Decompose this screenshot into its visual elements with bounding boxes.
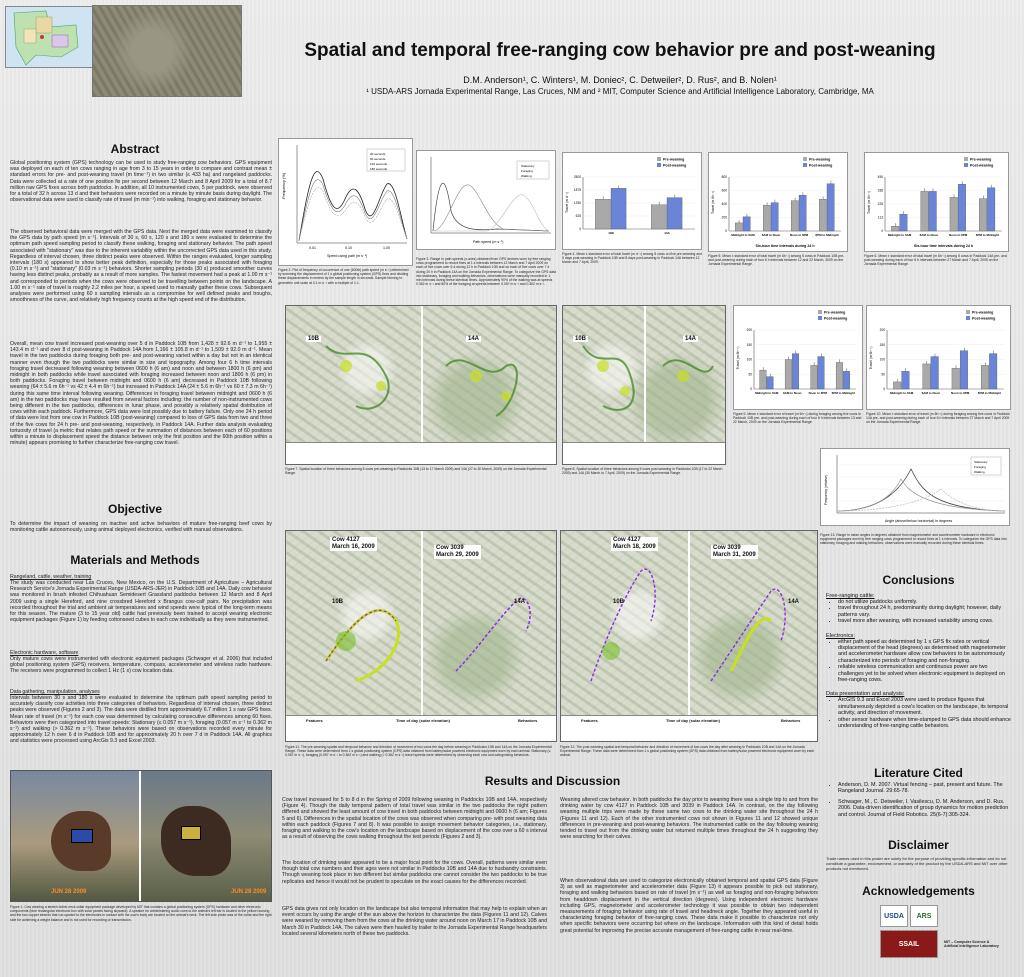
y-tick-label: 0	[750, 387, 752, 392]
bar	[611, 188, 626, 229]
bar	[792, 354, 799, 389]
legend-label: Pre-weaning	[824, 310, 846, 315]
fig3-legend-1: Foraging	[521, 169, 533, 173]
figure7-caption: Figure 7. Spatial location of three behaviors among 5 cows pre-weaning in Paddocks 10B (13 to 17 March 2009) and 14A (27 to 30 March, 2009) on the Jornada Experimental Range.	[285, 467, 547, 476]
fig13-legend-2: Walking	[974, 470, 985, 474]
category-label: Noon to 6PM	[948, 233, 968, 237]
fig2-legend-1: 60 seconds	[370, 157, 386, 161]
methods-sub2: Electronic hardware, software	[10, 650, 79, 656]
y-tick-label: 400	[721, 202, 727, 207]
category-label: 6AM to Noon	[761, 233, 781, 237]
methods-p1: The study was conducted near Las Cruces, New Mexico, on the U.S. Department of Agriculture – Agricultural Research Service's Jornada Experimental Range (USDA-ARS-JER) in Paddock 10B and 14A. Daily cow behavior was monitored in brush infested Chihuahuan Semidesert Grassland paddocks between 12 March and 8 April 2009 using a single Hereford, and nine crossbred Hereford x Brangus cow-calf pairs. No precipitation was recorded throughout the trial and ambient air temperatures and wind speeds were typical of the long-term means for this season. The mature (3 to 15 year old) cattle had previously been trained to accept wearing electronic equipment packages (Figure 1) by feeding cottonseed cubes to each cow individually as they were instrumented.	[10, 580, 272, 624]
y-tick-label: 0	[883, 387, 885, 392]
category-label: 6PM to Midnight	[975, 233, 999, 237]
fig3-xlabel: Path speed (m s⁻¹)	[473, 240, 504, 244]
bar	[960, 351, 968, 389]
legend-swatch	[966, 316, 970, 320]
legend-label: Post-weaning	[970, 163, 994, 168]
bar	[743, 217, 750, 231]
y-tick-label: 113	[877, 215, 883, 220]
legend-label: Post-weaning	[663, 163, 687, 168]
y-axis-label: Travel (m 6h⁻¹)	[736, 346, 740, 370]
bar	[979, 199, 987, 231]
bar	[818, 357, 825, 389]
abstract-p2: The observed behavioral data were merged with the GPS data. Next the merged data were examined to classify the GPS data by path speed (m s⁻¹). Intervals of 30 s, 60 s, 120 s and 180 s were evaluated to determine the optimum path speed sampling period to classify these walking, foraging and stationary behavior. The path speed associated with "stationary" was due to the inherent variability within the uncorrected GPS data used in this study. Regardless of interval chosen, three distinct peaks were observed. Within the ranges evaluated, longer sampling intervals (180 s) appeared to show better peak definition, especially for those peaks associated with foraging (0.10 m s⁻¹) and "stationary" (0.03 m s⁻¹) behaviors. Shorter sampling periods (30 s) produced smoother curves having less distinct peaks, probably as a result of more samples. The fastest movement had a peak at 1.00 m s⁻¹ and corresponded to periods when the cows were observed to be travelling between points on the landscape. A 1.00 m s⁻¹ rate of travel is roughly 2.2 miles per hour, a speed used to manually gather these cows. Subsequent analyses were performed using 60 s sampling intervals as a compromise for well defined peaks and troughs, smoothness of the curve, and relatively high frequency counts at the high speed end of the distribution.	[10, 229, 272, 304]
figure9-caption: Figure 9. Mean ± standard error of travel (m 6h⁻¹) during foraging among five cows in Paddock 10B pre- and post-weaning during each of four 6 h intervals between 13 and 22 March, 2009 on the Jornada Experimental Range.	[733, 412, 862, 425]
fig11-label-10b: 10B	[332, 599, 344, 605]
fig12-legend-behaviors: Behaviors	[781, 718, 801, 723]
figure10-caption: Figure 10. Mean ± standard error of travel (m 6h⁻¹) during foraging among five cows in Paddock 14A pre- and post-weaning during each of four 6 h intervals between 27 March and 7 April 2009 on the Jornada Experimental Range.	[866, 412, 1010, 425]
figure5-caption: Figure 5. Mean ± standard error of total travel (m 6h⁻¹) among 5 cows in Paddock 10B pre- and post-weaning during each of four 6 h intervals between 12 and 22 March, 2009 on the Jornada Experimental Range.	[708, 254, 845, 267]
bar	[771, 203, 778, 231]
abstract-heading: Abstract	[110, 142, 160, 156]
figure4-chart	[562, 152, 702, 250]
conclusions-el-item: • either path speed as determined by 1 s GPS fix rates or vertical displacement of the head (degrees) as determined with magnetometer and accelerometer hardware allow cow behaviors to be autonomously characterized into periods of foraging and non-foraging.	[838, 639, 1014, 665]
x-axis-label: Six-hour time intervals during 24 h	[755, 244, 815, 248]
bar	[900, 214, 908, 231]
legend-label: Pre-weaning	[809, 157, 831, 162]
objective-heading: Objective	[107, 502, 163, 516]
figure3-caption: Figure 3. Range in path speeds (x-axes) obtained from GPS devices worn by free ranging cows programmed to record fixes at 1 s intervals between 12 March and 7 April 2009 on each of five cows over 6 d during 12 h in Paddock 10B and on each of five cows over 7 d during 20 h in Paddock 14A on the Jornada Experimental Range. To categorize the GPS data into stationary, foraging and walking behaviors, observations were manually recorded in 1 min intervals during these identical times. Approximately 90% of the walking was at speeds 0.362 m s⁻¹ and 80% of the foraging at speeds between 0.057 m s⁻¹ and 0.362 m s⁻¹.	[416, 257, 556, 287]
fig13-ylabel: Frequency (relative)	[824, 474, 828, 505]
bar	[735, 223, 742, 231]
fig13-xlabel: Angle (above/below horizontal) in degrees	[885, 519, 953, 523]
fig12-legend	[561, 715, 817, 741]
fig2-legend-0: 30 seconds	[370, 152, 386, 156]
y-tick-label: 338	[877, 188, 883, 193]
methods-sub3: Data gathering, manipulation, analyses	[10, 689, 100, 695]
category-label: 6AM to Noon	[921, 391, 941, 395]
bar	[799, 195, 806, 231]
figure4-svg	[563, 153, 701, 249]
fig2-xlabel: Speed using path (m s⁻¹)	[327, 254, 368, 258]
fig2-tick-2: 1.00	[383, 246, 390, 250]
y-tick-label: 150	[746, 342, 752, 347]
category-label: Noon to 6PM	[950, 391, 970, 395]
bar	[595, 199, 610, 229]
conclusions-fr-item: • travel more after weaning, with increased variability among cows.	[838, 618, 1014, 624]
fig8-label-10b: 10B	[575, 336, 587, 342]
figure8-map	[562, 305, 726, 465]
figure12-map	[560, 530, 818, 742]
bar	[667, 198, 682, 229]
category-label: Midnight to 6AM	[887, 233, 912, 237]
category-label: Midnight to 6AM	[755, 391, 779, 395]
fig11-cow-left-date: March 16, 2009	[332, 544, 375, 550]
fig12-label-14a: 14A	[788, 599, 800, 605]
conclusions-body	[826, 593, 1014, 730]
figure13-chart	[820, 448, 1010, 526]
legend-swatch	[803, 157, 807, 161]
fig12-legend-time: Time of day (solar elevation)	[666, 718, 720, 723]
fig11-cow-left-id: Cow 4127	[332, 537, 360, 543]
figure12-caption: Figure 12. The post-weaning spatial and temporal behavior and direction of movement of two cows the day after weaning in Paddocks 10B and 14A on the Jornada Experimental Range. These data were determined from 1 s global positioning system (GPS) data obtained from battery/solar powered electronic equipment worn by each animal.	[560, 745, 815, 758]
fig12-cow-right-date: March 31, 2009	[713, 552, 756, 558]
acknowledgements-heading: Acknowledgements	[862, 884, 975, 898]
fig11-legend-features: Features	[306, 718, 323, 723]
bar	[785, 360, 792, 390]
cow-photo	[10, 770, 272, 902]
legend-swatch	[966, 310, 970, 314]
legend-label: Post-weaning	[824, 316, 848, 321]
affiliation: ¹ USDA-ARS Jornada Experimental Range, Las Cruces, NM and ² MIT, Computer Science and Artificial Intelligence Laboratory, Cambridge, MA	[366, 87, 874, 96]
y-tick-label: 150	[879, 342, 885, 347]
fig7-legend	[286, 442, 556, 464]
fig12-cow-right	[711, 545, 758, 559]
y-tick-label: 0	[881, 229, 883, 234]
results-heading: Results and Discussion	[484, 774, 621, 788]
legend-label: Pre-weaning	[972, 310, 994, 315]
figure11-caption: Figure 11. The pre-weaning spatial and temporal behavior and direction of movement of two cows the day before weaning in Paddocks 10B and 14A on the Jornada Experimental Range. These data were determined from 1 s global positioning system (GPS) data obtained from battery/solar powered electronic equipment worn by each animal. Stationary (≤ 0.057 m s⁻¹), foraging (0.057 m s⁻¹ to 0.362 m s⁻¹) and walking (> 0.362 m s⁻¹) travel speeds were determined by observing each cow and categorizing behaviors.	[285, 745, 552, 758]
category-label: 6AM to Noon	[783, 391, 802, 395]
fig3-legend-0: Stationary	[521, 164, 535, 168]
mit-text: MIT – Computer Science & Artificial Intelligence Laboratory	[944, 940, 999, 949]
bar	[819, 199, 826, 231]
fig11-legend-behaviors: Behaviors	[518, 718, 538, 723]
y-tick-label: 200	[746, 328, 752, 333]
fig11-cow-right-date: March 29, 2009	[436, 552, 479, 558]
conclusions-dp-list	[826, 697, 1014, 729]
figure10-svg	[867, 306, 1010, 409]
methods-heading: Materials and Methods	[70, 553, 200, 567]
methods-p2: Only mature cows were instrumented with electronic equipment packages (Schwager et al. 2006) that included global positioning system (GPS) receivers, temperature, compass, accelerometer and wireless radio hardware. The receivers were programmed to collect 1 Hz (1 s) cow location data.	[10, 656, 272, 675]
results-p5: When observational data are used to categorize electronically obtained temporal and spatial GPS data (Figure 3) as well as magnetometer and accelerometer data (Figure 13) it appears possible to pick out stationary, foraging and walking behaviors based on rate of travel (m s⁻¹) as well as foraging and non-foraging behaviors from headdown displacement in the vertical direction (degrees). Using independent electronic hardware including GPS, magnetometer and accelerometer technology it was possible to obtain two independent measurements of foraging behavior using rate of travel and headneck angle. Together they appeared useful in characterizing foraging behavior of free-ranging cows. These data make it possible to characterize not only when specific behaviors were occurring but where on the landscape. Information with this kind of detail holds great potential for improving the precise accurate management of free-ranging cattle in near real-time.	[560, 878, 818, 934]
mit-csail-logo: SSAIL	[880, 930, 938, 958]
conclusions-el-item: • reliable wireless communication and continuous power are two challenges yet to be solved when electronic equipment is deployed on free-ranging cows.	[838, 664, 1014, 683]
fig2-ylabel: Frequency (%)	[281, 172, 286, 199]
methods-p3: Intervals between 30 s and 180 s were evaluated to determine the optimum path speed sampling period to accurately classify cow activities into three categories of behaviors. Regardless of interval chosen, three distinct peaks were observed (Figures 2 and 3). The data were distilled from approximately 6.7 million 1 s raw GPS fixes. Mean rate of travel (m s⁻¹) for each cow was determined by calculating consecutive differences among 60 fixes. Behaviors were then categorized into travel speeds: Stationary (≤ 0.057 m s⁻¹), foraging (0.057 m s⁻¹ to 0.362 m s⁻¹) and walking (> 0.362 m s⁻¹). These behaviors were based on observations recorded every minute for approximately 12 h over 6 d in Paddock 10B and for approximately 20 h over 7 d in Paddock 14A. All graphics and statistics were processed using ArcGis 9.3 and Excel 2003.	[10, 695, 272, 745]
y-tick-label: 200	[879, 328, 885, 333]
figure8-caption: Figure 8. Spatial location of three behaviors among 5 cows post-weaning in Paddocks 10B (17 to 22 March 2009) and 14A (30 March to 7 April, 2009) on the Jornada Experimental Range.	[562, 467, 723, 476]
abstract-p3: Overall, mean cow travel increased post-weaning over 5 d in Paddock 10B from 1,428 ± 92.6 m d⁻¹ to 1,955 ± 143.4 m d⁻¹ and over 8 d post-weaning in Paddock 14A from 1,166 ± 105.8 m d⁻¹ to 1,509 ± 92.0 m d⁻¹. Mean travel in the two paddocks during foraging both pre- and post-weaning varied within a day but not in an identical manner even though the two paddocks were similar in size and topography. Among four 6 h time intervals foraging travel decreased following weaning between 0600 h (6 am) and noon and between 1800 h (6 pm) and midnight in both paddocks while travel associated with foraging increased between noon and 1800 h (6 pm) in both paddocks. Foraging travel between midnight and 0600 h (6 am) decreased in Paddock 10B following weaning (64 ± 5.6 m 6h⁻¹ vs 42 ± 4.4 m 6h⁻¹) but increased in Paddock 14A (24 ± 5.6 m 6h⁻¹ vs 60 ± 7.3 m 6h⁻¹) during this same time interval following weaning. Differences in foraging travel between midnight and 0600 h (6 am) in the two paddocks may have resulted from several factors including: the number of non-instrumented cows being different in the two paddocks, differences in lunar phase, and possibly a relatively spatial distribution of cows within each paddock. Furthermore, GPS data were lost possibly due to battery failure. Only one 24 h period of data were lost from one cow in Paddock 10B (post-weaning) compared to loss of GPS data from two and three of the five cows for 24 h pre- and post-weaning, respectively, in Paddock 14A. Further data analysis evaluating tortuosity of travel (a metric that relates path speed or the summation of distances between each of 60 positions within a minute to displacement speed the distance between only the first position and the 60th position within a minute) appears promising to further characterize free-ranging cow travel.	[10, 341, 272, 447]
conclusions-electronics: Electronics:	[826, 632, 855, 639]
category-label: 6PM to Midnight	[977, 391, 1001, 395]
disclaimer-heading: Disclaimer	[888, 838, 949, 852]
y-tick-label: 0	[579, 227, 581, 232]
literature-item: • Anderson, D. M. 2007. Virtual fencing – past, present and future. The Rangeland Journal. 29:65-78.	[838, 782, 1014, 795]
y-tick-label: 1250	[573, 201, 581, 206]
photo-date-left: JUN 28 2009	[51, 889, 87, 895]
fig11-legend	[286, 715, 556, 741]
figure3-chart	[416, 150, 556, 250]
figure6-svg	[865, 153, 1008, 251]
y-tick-label: 2500	[573, 175, 581, 180]
y-tick-label: 225	[877, 202, 883, 207]
y-tick-label: 200	[721, 215, 727, 220]
figure13-caption: Figure 13. Range in mean angles in degrees obtained from magnetometer and accelerometer hardware in electronic equipment packages worn by free ranging cows programmed to record fixes at 1 s intervals. To categorize the GPS data into stationary, foraging and walking behaviors, observations were manually recorded during these identical times.	[820, 533, 1007, 546]
fig12-legend-features: Features	[581, 718, 598, 723]
bar	[651, 205, 666, 229]
fig8-legend	[563, 442, 725, 464]
fig3-legend-2: Walking	[521, 174, 532, 178]
y-tick-label: 450	[877, 175, 883, 180]
conclusions-el-list	[826, 639, 1014, 684]
abstract-p1: Global positioning system (GPS) technology can be used to study free-ranging cow behaviors. GPS equipment was deployed on each of ten cows ranging in age from 3 to 15 years in order to compare and contrast mean ± standard errors for pre- and post-weaning travel (m time⁻¹) in two similar (≤ 433 ha) and rangeland paddocks. Data were collected at a rate of one position fix per second between 12 March and 8 April 2009 for a total of 8.7 million raw GPS fixes across both paddocks. In addition, all 10 instrumented cows, 5 per paddock, were observed for a total of 32 h across 13 d and their behaviors were recorded on a minute by minute basis during daylight. The observational data were used to classify rate of travel (m min⁻¹) into walking, foraging and stationary behavior.	[10, 160, 272, 204]
legend-swatch	[803, 163, 807, 167]
legend-swatch	[657, 157, 661, 161]
conclusions-fr-item: • do not utilize paddocks uniformly.	[838, 599, 1014, 605]
bar	[767, 377, 774, 389]
bar	[827, 184, 834, 231]
category-label: Noon to 6PM	[789, 233, 809, 237]
category-label: 10B	[608, 231, 614, 235]
figure5-svg	[709, 153, 847, 251]
bar	[981, 365, 989, 389]
fig12-cow-left-date: March 18, 2009	[613, 544, 656, 550]
category-label: 6AM to Noon	[919, 233, 939, 237]
conclusions-heading: Conclusions	[882, 573, 955, 587]
poster-title: Spatial and temporal free-ranging cow behavior pre and post-weaning	[304, 40, 936, 61]
figure4-caption: Figure 4. Mean ± standard error of total travel (m d⁻¹) among 5 cows on five pre-weaning and 5 days post-weaning in Paddock 10B and 8 days post-weaning in Paddock 14A between 12 March and 7 April, 2009.	[562, 252, 702, 265]
fig12-label-10b: 10B	[613, 599, 625, 605]
fig13-legend-0: Stationary	[974, 460, 988, 464]
aerial-photo	[92, 5, 242, 97]
fig2-legend-3: 180 seconds	[370, 167, 388, 171]
results-p1: Cow travel increased for 5 to 8 d in the Spring of 2009 following weaning in Paddocks 10B and 14A, respectively (Figure 4). Though the daily temporal pattern of total travel was similar in the two paddocks the night pattern differed and showed the least amount of cow travel in both paddocks between midnight and 0600 h (6 am; Figures 5 and 6). Differences in the spatial location of the cows was observed when comparing pre- with post weaning data within each paddock (Figures 7 and 8). It was possible to assign movement behavior categories, i.e., stationary, foraging and walking to the cow's location on the landscape based on displacement of the cow over a 60 s interval as a result of observing the cows walking throughout the test periods (Figures 2 and 3).	[282, 797, 547, 841]
results-p2: The location of drinking water appeared to be a major focal point for the cows. Overall, patterns were similar even though total cow numbers and their ages were not similar in Paddocks 10B and 14A due to husbandry constraints. Though weaning took place in two different but similar paddocks one cannot consider the two paddocks to be true replicates and hence it would not be prudent to speculate on the exact causes for the differences recorded.	[282, 860, 547, 885]
bar	[811, 365, 818, 389]
y-axis-label: Travel (m 6h⁻¹)	[867, 191, 871, 214]
y-tick-label: 0	[725, 229, 727, 234]
figure9-chart	[733, 305, 863, 410]
fig11-legend-time: Time of day (solar elevation)	[396, 718, 450, 723]
fig7-label-10b: 10B	[308, 336, 320, 342]
legend-label: Post-weaning	[809, 163, 833, 168]
fig8-label-14a: 14A	[685, 336, 697, 342]
results-p4: Weaning altered cow behavior. In both paddocks the day prior to weaning there was a single trip to and from the drinking water by cow 4127 in Paddock 10B and 3039 in Paddock 14A. In contrast, on the day following weaning multiple trips were made by these same two cows to the drinking water site throughout the 24 h (Figures 11 and 12). Each of the other instrumented cows not shown in Figures 11 and 12 showed unique differences in pre-weaning and post-weaning behaviors. The instrumented cattle on the day following weaning tended to travel out from the drinking water but returned multiple times throughout the 24 h suggesting they were searching for their calves.	[560, 797, 818, 841]
bar	[891, 226, 899, 231]
category-label: 6PM to Midnight	[831, 391, 855, 395]
y-tick-label: 100	[746, 357, 752, 362]
bar	[929, 191, 937, 231]
fig11-label-14a: 14A	[514, 599, 526, 605]
bar	[763, 205, 770, 231]
bar	[791, 201, 798, 231]
conclusions-dp-item: • ArcGIS 9.3 and Excel 2003 were used to produce figures that simultaneously depicted a cow's location on the landscape, its temporal activity, and direction of movement.	[838, 697, 1014, 716]
x-axis-label: Six-hour time intervals during 24 h	[913, 244, 974, 248]
category-label: 6PM to Midnight	[815, 233, 839, 237]
category-label: Noon to 6PM	[808, 391, 827, 395]
conclusions-data-pres: Data presentation and analysis:	[826, 691, 905, 698]
bar	[843, 371, 850, 389]
category-label: Midnight to 6AM	[731, 233, 755, 237]
literature-list	[826, 782, 1014, 818]
legend-label: Post-weaning	[972, 316, 996, 321]
figure11-map	[285, 530, 557, 742]
figure5-chart	[708, 152, 848, 252]
category-label: 14A	[664, 231, 670, 235]
photo-date-right: JUN 28 2009	[231, 889, 267, 895]
bar	[893, 382, 901, 389]
ars-logo: ARS	[910, 905, 938, 927]
fig12-cow-left	[611, 537, 658, 551]
methods-sub1: Rangeland, cattle, weather, training	[10, 574, 92, 580]
fig2-legend-2: 120 seconds	[370, 162, 388, 166]
fig2-tick-0: 0.01	[309, 246, 316, 250]
figure6-chart	[864, 152, 1009, 252]
y-axis-label: Travel (m d⁻¹)	[565, 191, 569, 213]
bar	[989, 354, 997, 389]
figure1-caption: Figure 1. Cow wearing a stretch-fabric neck collar equipment package developed by MIT that contains a global positioning system (GPS) hardware and other electronic components (blue rectangular electronic box with solar panels facing skyward). A speaker for administering audio cues to the animal's left ear is located to the yellow housing and the two copper strands that run upward to the electrodes in contact with the cow's body are located on the animal's neck. The left side photo was of the collar and the right side for achieving a weight balance and is not used for recording or transmission.	[10, 905, 272, 922]
y-axis-label: Travel (m 6h⁻¹)	[869, 346, 873, 370]
bar	[950, 197, 958, 231]
y-tick-label: 50	[748, 372, 752, 377]
location-map	[5, 6, 95, 68]
category-label: Midnight to 6AM	[889, 391, 914, 395]
bar	[923, 364, 931, 389]
legend-swatch	[657, 163, 661, 167]
figure6-caption: Figure 6. Mean ± standard error of total travel (m 6h⁻¹) among 5 cows in Paddock 14A pre- and post-weaning during each of four 6 h intervals between 27 March and 7 April, 2009 on the Jornada Experimental Range.	[864, 254, 1007, 267]
conclusions-fr-list	[826, 599, 1014, 625]
literature-item: • Schwager, M., C. Detweiler, I. Vasilescu, D. M. Anderson, and D. Rus. 2006. Data-driven identification of group dynamics for motion prediction and control. Journal of Field Robotics. 25(6-7):305-324.	[838, 799, 1014, 818]
figure2-caption: Figure 2. Plot of frequency of occurrence of one (600th) path speed (m s⁻¹) determined by summing the displacement of 1 s global positioning system (GPS) fixes and dividing these displacements in meters by the sample length in seconds. Sample binning to geometric unit scale at 0.1 m s⁻¹ with a multiple of 1.1.	[278, 268, 409, 285]
fig11-cow-right	[434, 545, 481, 559]
legend-label: Pre-weaning	[663, 157, 685, 162]
fig7-label-14a: 14A	[468, 336, 480, 342]
legend-swatch	[818, 316, 822, 320]
results-p3: GPS data gives not only location on the landscape but also temporal information that may help to explain when an event occurs by using the angle of the sun above the horizon to characterize the data (Figures 11 and 12). Calves were weaned by removing them from the cows at the drinking water around noon on March 17 in Paddock 10B and March 30 in Paddock 14A. The calves were then hauled by trailer to the Jornada Experimental Range headquarters located several kilometers north of these two paddocks.	[282, 906, 547, 937]
fig12-cow-right-id: Cow 3039	[713, 545, 741, 551]
y-tick-label: 625	[575, 214, 581, 219]
authors: D.M. Anderson¹, C. Winters¹, M. Doniec², C. Detweiler², D. Rus², and B. Nolen¹	[463, 75, 777, 85]
y-tick-label: 1875	[573, 188, 581, 193]
fig11-cow-right-id: Cow 3039	[436, 545, 464, 551]
bar	[958, 184, 966, 231]
bar	[760, 370, 767, 389]
conclusions-fr-item: • travel throughout 24 h, predominantly during daylight; however, daily patterns vary.	[838, 605, 1014, 618]
figure9-svg	[734, 306, 862, 409]
fig11-cow-left	[330, 537, 377, 551]
figure10-chart	[866, 305, 1011, 410]
figure2-chart	[278, 138, 413, 266]
literature-heading: Literature Cited	[874, 766, 963, 780]
y-tick-label: 50	[881, 372, 885, 377]
y-tick-label: 800	[721, 175, 727, 180]
objective-text: To determine the impact of weaning on inactive and active behaviors of mature free-ranging beef cows by monitoring cattle autonomously, using animal deployed electronics, verified with manual observations.	[10, 521, 272, 534]
bar	[902, 371, 910, 389]
bar	[836, 362, 843, 389]
usda-logo: USDA	[880, 905, 908, 927]
conclusions-free-ranging: Free-ranging cattle:	[826, 593, 875, 599]
legend-swatch	[964, 163, 968, 167]
figure7-map	[285, 305, 557, 465]
fig13-legend-1: Foraging	[974, 465, 986, 469]
y-tick-label: 100	[879, 357, 885, 362]
legend-swatch	[818, 310, 822, 314]
fig2-tick-1: 0.10	[345, 246, 352, 250]
fig12-cow-left-id: Cow 4127	[613, 537, 641, 543]
y-axis-label: Travel (m 6h⁻¹)	[711, 191, 715, 214]
legend-label: Pre-weaning	[970, 157, 992, 162]
conclusions-dp-item: • other sensor hardware when time-stamped to GPS data should enhance understanding of free-ranging cattle behaviors.	[838, 717, 1014, 730]
legend-swatch	[964, 157, 968, 161]
y-tick-label: 600	[721, 188, 727, 193]
bar	[921, 191, 929, 231]
disclaimer-text: Trade names used in this poster are solely for the purpose of providing specific information and do not constitute a guarantee, endorsement, or warranty of the product by the USDA-ARS and MIT over other products not mentioned.	[826, 856, 1008, 871]
bar	[952, 368, 960, 389]
bar	[931, 357, 939, 389]
bar	[987, 188, 995, 231]
